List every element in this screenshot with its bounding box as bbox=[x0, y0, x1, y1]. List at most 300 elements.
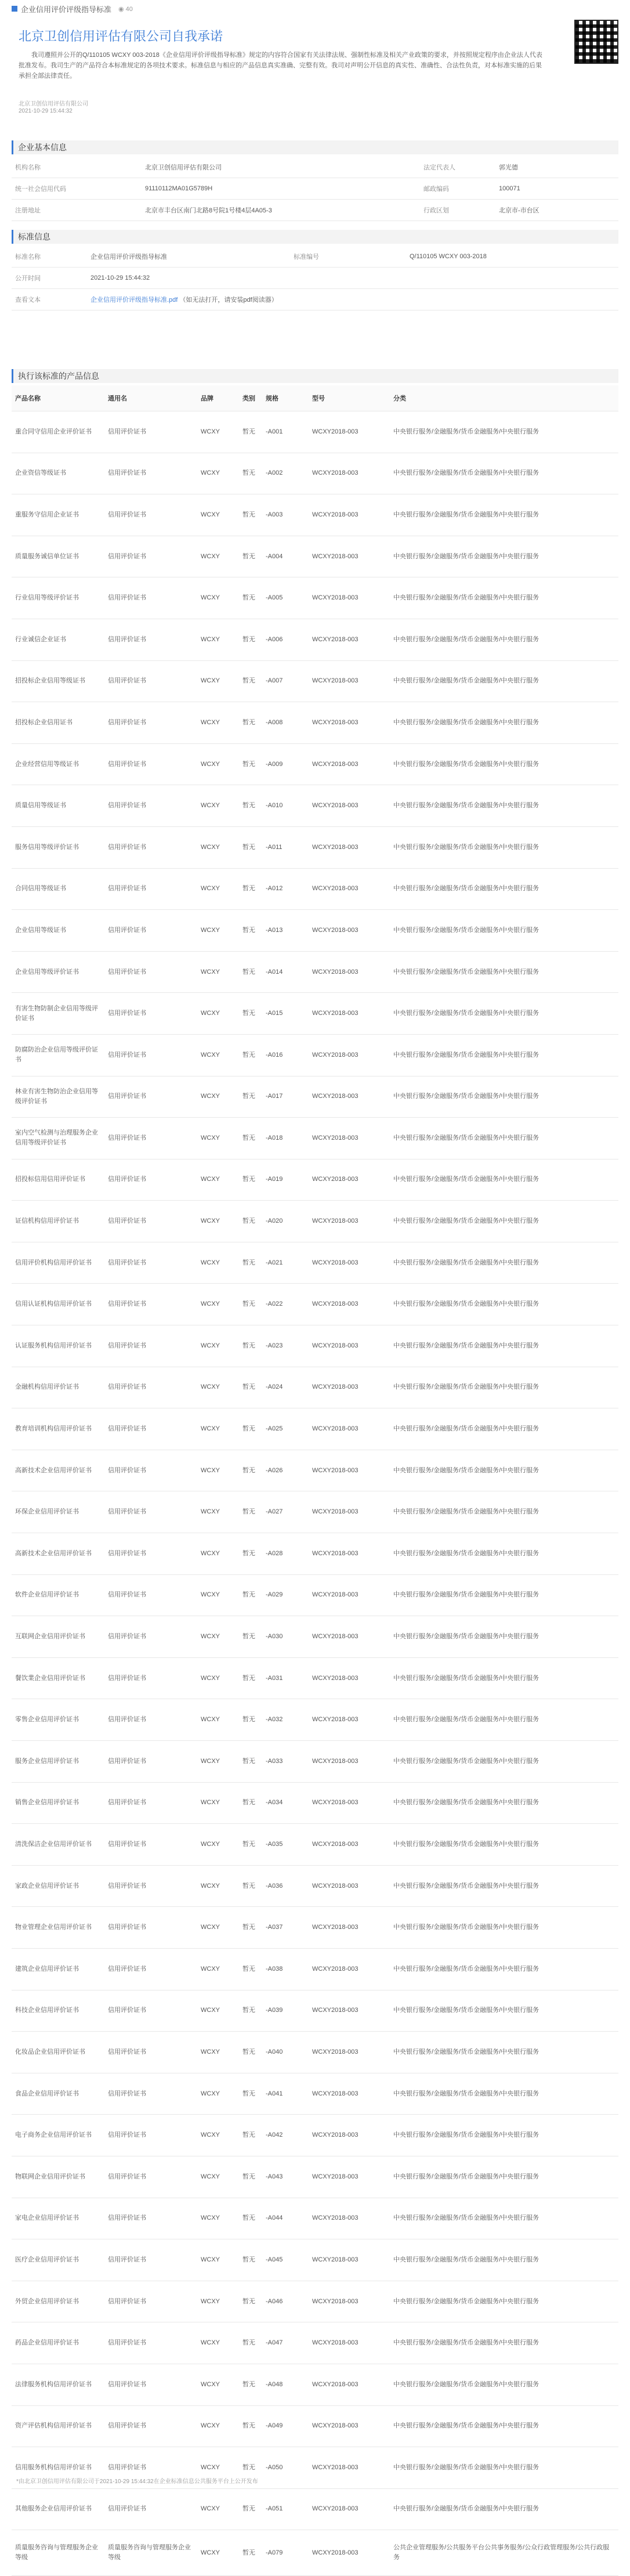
category: 暂无 bbox=[239, 1824, 262, 1866]
spec: -A022 bbox=[262, 1284, 309, 1325]
spec: -A025 bbox=[262, 1408, 309, 1450]
classification: 中央银行服务/金融服务/货币金融服务/中央银行服务 bbox=[390, 702, 618, 744]
generic-name: 信用评价证书 bbox=[104, 993, 197, 1035]
table-row bbox=[12, 910, 618, 952]
classification: 中央银行服务/金融服务/货币金融服务/中央银行服务 bbox=[390, 1242, 618, 1284]
brand: WCXY bbox=[197, 494, 239, 536]
table-row bbox=[12, 453, 618, 494]
model: WCXY2018-003 bbox=[309, 951, 390, 993]
spec: -A032 bbox=[262, 1699, 309, 1741]
spec: -A036 bbox=[262, 1865, 309, 1907]
model: WCXY2018-003 bbox=[309, 660, 390, 702]
table-row bbox=[12, 1657, 618, 1699]
products-table bbox=[12, 385, 618, 2576]
top-bar-title: 企业信用评价评级指导标准 bbox=[21, 5, 112, 14]
spec: -A039 bbox=[262, 1990, 309, 2032]
table-row bbox=[12, 289, 618, 310]
product-name: 其他服务企业信用评价证书 bbox=[12, 2488, 104, 2530]
category: 暂无 bbox=[239, 411, 262, 453]
table-row bbox=[12, 1201, 618, 1242]
label-address: 注册地址 bbox=[12, 200, 142, 221]
credit-code: 91110112MA01G5789H bbox=[142, 178, 420, 200]
brand: WCXY bbox=[197, 2488, 239, 2530]
product-name: 家电企业信用评价证书 bbox=[12, 2198, 104, 2239]
category: 暂无 bbox=[239, 1699, 262, 1741]
brand: WCXY bbox=[197, 2530, 239, 2576]
model: WCXY2018-003 bbox=[309, 1824, 390, 1866]
table-row bbox=[12, 157, 618, 178]
product-name: 林业有害生物防治企业信用等级评价证书 bbox=[12, 1076, 104, 1118]
product-name: 软件企业信用评价证书 bbox=[12, 1574, 104, 1616]
table-row bbox=[12, 2364, 618, 2405]
category: 暂无 bbox=[239, 826, 262, 868]
company-title: 北京卫创信用评估有限公司自我承诺 bbox=[19, 29, 223, 44]
product-name: 金融机构信用评价证书 bbox=[12, 1367, 104, 1408]
product-name: 室内空气检测与治理服务企业信用等级评价证书 bbox=[12, 1118, 104, 1159]
category: 暂无 bbox=[239, 1907, 262, 1949]
brand: WCXY bbox=[197, 2156, 239, 2198]
model: WCXY2018-003 bbox=[309, 1782, 390, 1824]
model: WCXY2018-003 bbox=[309, 702, 390, 744]
spec: -A017 bbox=[262, 1076, 309, 1118]
product-name: 服务信用等级评价证书 bbox=[12, 826, 104, 868]
classification: 中央银行服务/金融服务/货币金融服务/中央银行服务 bbox=[390, 785, 618, 827]
product-name: 科技企业信用评价证书 bbox=[12, 1990, 104, 2032]
label-org-name: 机构名称 bbox=[12, 157, 142, 178]
spec: -A034 bbox=[262, 1782, 309, 1824]
product-name: 服务企业信用评价证书 bbox=[12, 1741, 104, 1783]
brand: WCXY bbox=[197, 993, 239, 1035]
table-row bbox=[12, 2281, 618, 2322]
spec: -A030 bbox=[262, 1616, 309, 1658]
generic-name: 信用评价证书 bbox=[104, 2405, 197, 2447]
classification: 中央银行服务/金融服务/货币金融服务/中央银行服务 bbox=[390, 2239, 618, 2281]
table-row bbox=[12, 411, 618, 453]
generic-name: 信用评价证书 bbox=[104, 660, 197, 702]
spec: -A018 bbox=[262, 1118, 309, 1159]
classification: 中央银行服务/金融服务/货币金融服务/中央银行服务 bbox=[390, 2115, 618, 2156]
product-name: 高新技术企业信用评价证书 bbox=[12, 1450, 104, 1491]
generic-name: 信用评价证书 bbox=[104, 1865, 197, 1907]
model: WCXY2018-003 bbox=[309, 2198, 390, 2239]
model: WCXY2018-003 bbox=[309, 411, 390, 453]
classification: 中央银行服务/金融服务/货币金融服务/中央银行服务 bbox=[390, 1118, 618, 1159]
product-name: 食品企业信用评价证书 bbox=[12, 2073, 104, 2115]
brand: WCXY bbox=[197, 1616, 239, 1658]
brand: WCXY bbox=[197, 743, 239, 785]
generic-name: 信用评价证书 bbox=[104, 1948, 197, 1990]
model: WCXY2018-003 bbox=[309, 2156, 390, 2198]
classification: 中央银行服务/金融服务/货币金融服务/中央银行服务 bbox=[390, 1616, 618, 1658]
model: WCXY2018-003 bbox=[309, 1616, 390, 1658]
views-value: 40 bbox=[125, 5, 133, 13]
model: WCXY2018-003 bbox=[309, 1657, 390, 1699]
generic-name: 质量服务咨询与管理服务企业等级 bbox=[104, 2530, 197, 2576]
spec: -A016 bbox=[262, 1034, 309, 1076]
category: 暂无 bbox=[239, 2530, 262, 2576]
category: 暂无 bbox=[239, 1201, 262, 1242]
table-row bbox=[12, 826, 618, 868]
classification: 中央银行服务/金融服务/货币金融服务/中央银行服务 bbox=[390, 1990, 618, 2032]
brand: WCXY bbox=[197, 660, 239, 702]
generic-name: 信用评价证书 bbox=[104, 1118, 197, 1159]
model: WCXY2018-003 bbox=[309, 1034, 390, 1076]
category: 暂无 bbox=[239, 2405, 262, 2447]
spec: -A004 bbox=[262, 536, 309, 577]
category: 暂无 bbox=[239, 494, 262, 536]
brand: WCXY bbox=[197, 1990, 239, 2032]
classification: 中央银行服务/金融服务/货币金融服务/中央银行服务 bbox=[390, 1367, 618, 1408]
qr-code-icon bbox=[574, 20, 618, 64]
brand: WCXY bbox=[197, 2364, 239, 2405]
product-name: 企业经营信用等级证书 bbox=[12, 743, 104, 785]
model: WCXY2018-003 bbox=[309, 2239, 390, 2281]
product-name: 资产评估机构信用评价证书 bbox=[12, 2405, 104, 2447]
model: WCXY2018-003 bbox=[309, 868, 390, 910]
category: 暂无 bbox=[239, 1325, 262, 1367]
model: WCXY2018-003 bbox=[309, 1159, 390, 1201]
col-header-generic: 通用名 bbox=[104, 385, 197, 411]
classification: 中央银行服务/金融服务/货币金融服务/中央银行服务 bbox=[390, 2488, 618, 2530]
col-header-category: 类别 bbox=[239, 385, 262, 411]
classification: 中央银行服务/金融服务/货币金融服务/中央银行服务 bbox=[390, 2281, 618, 2322]
generic-name: 信用评价证书 bbox=[104, 1242, 197, 1284]
brand: WCXY bbox=[197, 2073, 239, 2115]
brand: WCXY bbox=[197, 453, 239, 494]
spec: -A002 bbox=[262, 453, 309, 494]
model: WCXY2018-003 bbox=[309, 1118, 390, 1159]
classification: 中央银行服务/金融服务/货币金融服务/中央银行服务 bbox=[390, 1201, 618, 1242]
product-name: 环保企业信用评价证书 bbox=[12, 1491, 104, 1533]
classification: 中央银行服务/金融服务/货币金融服务/中央银行服务 bbox=[390, 1284, 618, 1325]
classification: 中央银行服务/金融服务/货币金融服务/中央银行服务 bbox=[390, 1159, 618, 1201]
generic-name: 信用评价证书 bbox=[104, 1076, 197, 1118]
signed-date: 2021-10-29 15:44:32 bbox=[19, 108, 73, 114]
classification: 中央银行服务/金融服务/货币金融服务/中央银行服务 bbox=[390, 2322, 618, 2364]
product-name: 证信机构信用评价证书 bbox=[12, 1201, 104, 1242]
table-row bbox=[12, 1491, 618, 1533]
label-region: 行政区划 bbox=[420, 200, 495, 221]
table-row bbox=[12, 1118, 618, 1159]
classification: 中央银行服务/金融服务/货币金融服务/中央银行服务 bbox=[390, 993, 618, 1035]
product-name: 药品企业信用评价证书 bbox=[12, 2322, 104, 2364]
classification: 中央银行服务/金融服务/货币金融服务/中央银行服务 bbox=[390, 2198, 618, 2239]
zip-code: 100071 bbox=[495, 178, 618, 200]
product-name: 有害生物防制企业信用等级评价证书 bbox=[12, 993, 104, 1035]
spec: -A023 bbox=[262, 1325, 309, 1367]
table-row bbox=[12, 868, 618, 910]
product-name: 企业资信等级证书 bbox=[12, 453, 104, 494]
generic-name: 信用评价证书 bbox=[104, 826, 197, 868]
brand: WCXY bbox=[197, 411, 239, 453]
generic-name: 信用评价证书 bbox=[104, 1574, 197, 1616]
product-name: 清洗保洁企业信用评价证书 bbox=[12, 1824, 104, 1866]
spec: -A015 bbox=[262, 993, 309, 1035]
table-row bbox=[12, 743, 618, 785]
spec: -A051 bbox=[262, 2488, 309, 2530]
category: 暂无 bbox=[239, 1616, 262, 1658]
table-row bbox=[12, 2322, 618, 2364]
publish-date: 2021-10-29 15:44:32 bbox=[87, 268, 290, 289]
model: WCXY2018-003 bbox=[309, 1990, 390, 2032]
generic-name: 信用评价证书 bbox=[104, 2488, 197, 2530]
generic-name: 信用评价证书 bbox=[104, 1907, 197, 1949]
brand: WCXY bbox=[197, 2281, 239, 2322]
document-icon bbox=[12, 6, 17, 12]
col-header-brand: 品牌 bbox=[197, 385, 239, 411]
classification: 中央银行服务/金融服务/货币金融服务/中央银行服务 bbox=[390, 1574, 618, 1616]
spec: -A021 bbox=[262, 1242, 309, 1284]
spec: -A040 bbox=[262, 2032, 309, 2073]
classification: 中央银行服务/金融服务/货币金融服务/中央银行服务 bbox=[390, 2405, 618, 2447]
model: WCXY2018-003 bbox=[309, 2115, 390, 2156]
product-name: 零售企业信用评价证书 bbox=[12, 1699, 104, 1741]
standard-no: Q/110105 WCXY 003-2018 bbox=[406, 246, 618, 268]
product-name: 销售企业信用评价证书 bbox=[12, 1782, 104, 1824]
classification: 中央银行服务/金融服务/货币金融服务/中央银行服务 bbox=[390, 1824, 618, 1866]
category: 暂无 bbox=[239, 2156, 262, 2198]
product-name: 物业管理企业信用评价证书 bbox=[12, 1907, 104, 1949]
classification: 中央银行服务/金融服务/货币金融服务/中央银行服务 bbox=[390, 1782, 618, 1824]
category: 暂无 bbox=[239, 868, 262, 910]
spec: -A013 bbox=[262, 910, 309, 952]
category: 暂无 bbox=[239, 1034, 262, 1076]
model: WCXY2018-003 bbox=[309, 2032, 390, 2073]
table-row bbox=[12, 178, 618, 200]
product-name: 高新技术企业信用评价证书 bbox=[12, 1533, 104, 1575]
commitment-text: 我司遵照并公开的Q/110105 WCXY 003-2018《企业信用评价评级指导标准》规定的内容符合国家有关法律法规、强制性标准及相关产业政策的要求，并按照规定程序由企业法人代表批准发布。我司生产的产品符合本标准规定的各项技术要求。标准信息与相应的产品信息真实准确、完整有效。我司对声明公开信息的真实性、准确性、合法性负责，对本标准实施的后果承担全部法律责任。 bbox=[19, 52, 542, 80]
table-row bbox=[12, 1450, 618, 1491]
category: 暂无 bbox=[239, 1865, 262, 1907]
table-row bbox=[12, 577, 618, 619]
product-name: 防腐防治企业信用等级评价证书 bbox=[12, 1034, 104, 1076]
brand: WCXY bbox=[197, 1948, 239, 1990]
product-name: 法律服务机构信用评价证书 bbox=[12, 2364, 104, 2405]
spec: -A046 bbox=[262, 2281, 309, 2322]
generic-name: 信用评价证书 bbox=[104, 2198, 197, 2239]
brand: WCXY bbox=[197, 2115, 239, 2156]
table-row bbox=[12, 1616, 618, 1658]
views-count: ◉ 40 bbox=[118, 5, 133, 13]
generic-name: 信用评价证书 bbox=[104, 1325, 197, 1367]
generic-name: 信用评价证书 bbox=[104, 1201, 197, 1242]
spec: -A079 bbox=[262, 2530, 309, 2576]
category: 暂无 bbox=[239, 1741, 262, 1783]
category: 暂无 bbox=[239, 2073, 262, 2115]
brand: WCXY bbox=[197, 1865, 239, 1907]
classification: 公共企业管理服务/公共服务平台公共事务服务/公众行政管理服务/公共行政服务 bbox=[390, 2530, 618, 2576]
signer-name: 北京卫创信用评估有限公司 bbox=[19, 101, 88, 107]
generic-name: 信用评价证书 bbox=[104, 2115, 197, 2156]
spec: -A037 bbox=[262, 1907, 309, 1949]
label-standard-name: 标准名称 bbox=[12, 246, 87, 268]
model: WCXY2018-003 bbox=[309, 993, 390, 1035]
spec: -A033 bbox=[262, 1741, 309, 1783]
classification: 中央银行服务/金融服务/货币金融服务/中央银行服务 bbox=[390, 1907, 618, 1949]
col-header-name: 产品名称 bbox=[12, 385, 104, 411]
classification: 中央银行服务/金融服务/货币金融服务/中央银行服务 bbox=[390, 411, 618, 453]
table-row bbox=[12, 2239, 618, 2281]
generic-name: 信用评价证书 bbox=[104, 1990, 197, 2032]
label-credit-code: 统一社会信用代码 bbox=[12, 178, 142, 200]
brand: WCXY bbox=[197, 1657, 239, 1699]
classification: 中央银行服务/金融服务/货币金融服务/中央银行服务 bbox=[390, 951, 618, 993]
brand: WCXY bbox=[197, 2322, 239, 2364]
table-row bbox=[12, 1325, 618, 1367]
generic-name: 信用评价证书 bbox=[104, 494, 197, 536]
brand: WCXY bbox=[197, 868, 239, 910]
label-view-text: 查看文本 bbox=[12, 289, 87, 310]
spec: -A006 bbox=[262, 619, 309, 660]
brand: WCXY bbox=[197, 1782, 239, 1824]
spec: -A045 bbox=[262, 2239, 309, 2281]
generic-name: 信用评价证书 bbox=[104, 2447, 197, 2489]
brand: WCXY bbox=[197, 1450, 239, 1491]
category: 暂无 bbox=[239, 2198, 262, 2239]
brand: WCXY bbox=[197, 702, 239, 744]
category: 暂无 bbox=[239, 993, 262, 1035]
product-name: 企业信用等级证书 bbox=[12, 910, 104, 952]
model: WCXY2018-003 bbox=[309, 910, 390, 952]
category: 暂无 bbox=[239, 1408, 262, 1450]
brand: WCXY bbox=[197, 1699, 239, 1741]
generic-name: 信用评价证书 bbox=[104, 2364, 197, 2405]
brand: WCXY bbox=[197, 1242, 239, 1284]
classification: 中央银行服务/金融服务/货币金融服务/中央银行服务 bbox=[390, 1491, 618, 1533]
table-header-row bbox=[12, 385, 618, 411]
generic-name: 信用评价证书 bbox=[104, 951, 197, 993]
spec: -A026 bbox=[262, 1450, 309, 1491]
category: 暂无 bbox=[239, 910, 262, 952]
category: 暂无 bbox=[239, 2322, 262, 2364]
product-name: 互联网企业信用评价证书 bbox=[12, 1616, 104, 1658]
generic-name: 信用评价证书 bbox=[104, 411, 197, 453]
label-legal-rep: 法定代表人 bbox=[420, 157, 495, 178]
spec: -A020 bbox=[262, 1201, 309, 1242]
classification: 中央银行服务/金融服务/货币金融服务/中央银行服务 bbox=[390, 494, 618, 536]
classification: 中央银行服务/金融服务/货币金融服务/中央银行服务 bbox=[390, 660, 618, 702]
top-bar bbox=[0, 0, 630, 17]
spec: -A049 bbox=[262, 2405, 309, 2447]
category: 暂无 bbox=[239, 660, 262, 702]
generic-name: 信用评价证书 bbox=[104, 1159, 197, 1201]
brand: WCXY bbox=[197, 1118, 239, 1159]
generic-name: 信用评价证书 bbox=[104, 1533, 197, 1575]
generic-name: 信用评价证书 bbox=[104, 577, 197, 619]
category: 暂无 bbox=[239, 1574, 262, 1616]
product-name: 建筑企业信用评价证书 bbox=[12, 1948, 104, 1990]
model: WCXY2018-003 bbox=[309, 1865, 390, 1907]
generic-name: 信用评价证书 bbox=[104, 910, 197, 952]
table-row bbox=[12, 2198, 618, 2239]
classification: 中央银行服务/金融服务/货币金融服务/中央银行服务 bbox=[390, 868, 618, 910]
classification: 中央银行服务/金融服务/货币金融服务/中央银行服务 bbox=[390, 1948, 618, 1990]
model: WCXY2018-003 bbox=[309, 1741, 390, 1783]
category: 暂无 bbox=[239, 743, 262, 785]
product-name: 外贸企业信用评价证书 bbox=[12, 2281, 104, 2322]
brand: WCXY bbox=[197, 785, 239, 827]
table-row bbox=[12, 785, 618, 827]
section-standard-info: 标准信息 bbox=[12, 230, 618, 244]
model: WCXY2018-003 bbox=[309, 1450, 390, 1491]
category: 暂无 bbox=[239, 1367, 262, 1408]
classification: 中央银行服务/金融服务/货币金融服务/中央银行服务 bbox=[390, 1865, 618, 1907]
table-row bbox=[12, 246, 618, 268]
classification: 中央银行服务/金融服务/货币金融服务/中央银行服务 bbox=[390, 1450, 618, 1491]
classification: 中央银行服务/金融服务/货币金融服务/中央银行服务 bbox=[390, 1076, 618, 1118]
standard-pdf-link[interactable]: 企业信用评价评级指导标准.pdf bbox=[90, 297, 178, 304]
spec: -A047 bbox=[262, 2322, 309, 2364]
model: WCXY2018-003 bbox=[309, 1574, 390, 1616]
product-name: 信用认证机构信用评价证书 bbox=[12, 1284, 104, 1325]
table-row bbox=[12, 1741, 618, 1783]
label-publish-date: 公开时间 bbox=[12, 268, 87, 289]
classification: 中央银行服务/金融服务/货币金融服务/中央银行服务 bbox=[390, 2156, 618, 2198]
table-row bbox=[12, 2405, 618, 2447]
brand: WCXY bbox=[197, 2198, 239, 2239]
model: WCXY2018-003 bbox=[309, 2322, 390, 2364]
model: WCXY2018-003 bbox=[309, 2447, 390, 2489]
spec: -A031 bbox=[262, 1657, 309, 1699]
brand: WCXY bbox=[197, 577, 239, 619]
model: WCXY2018-003 bbox=[309, 826, 390, 868]
category: 暂无 bbox=[239, 2239, 262, 2281]
product-name: 教育培训机构信用评价证书 bbox=[12, 1408, 104, 1450]
table-row bbox=[12, 951, 618, 993]
table-row bbox=[12, 1574, 618, 1616]
table-row bbox=[12, 1865, 618, 1907]
model: WCXY2018-003 bbox=[309, 1201, 390, 1242]
spec: -A028 bbox=[262, 1533, 309, 1575]
brand: WCXY bbox=[197, 2405, 239, 2447]
product-name: 招投标企业信用等级证书 bbox=[12, 660, 104, 702]
brand: WCXY bbox=[197, 2447, 239, 2489]
brand: WCXY bbox=[197, 1741, 239, 1783]
brand: WCXY bbox=[197, 619, 239, 660]
generic-name: 信用评价证书 bbox=[104, 702, 197, 744]
brand: WCXY bbox=[197, 1159, 239, 1201]
generic-name: 信用评价证书 bbox=[104, 1657, 197, 1699]
generic-name: 信用评价证书 bbox=[104, 2322, 197, 2364]
generic-name: 信用评价证书 bbox=[104, 1450, 197, 1491]
section-basic-info: 企业基本信息 bbox=[12, 140, 618, 154]
product-name: 信用评价机构信用评价证书 bbox=[12, 1242, 104, 1284]
category: 暂无 bbox=[239, 619, 262, 660]
classification: 中央银行服务/金融服务/货币金融服务/中央银行服务 bbox=[390, 743, 618, 785]
model: WCXY2018-003 bbox=[309, 2281, 390, 2322]
basic-info-table bbox=[12, 157, 618, 221]
generic-name: 信用评价证书 bbox=[104, 1699, 197, 1741]
standard-name: 企业信用评价评级指导标准 bbox=[87, 246, 290, 268]
generic-name: 信用评价证书 bbox=[104, 1616, 197, 1658]
generic-name: 信用评价证书 bbox=[104, 2156, 197, 2198]
model: WCXY2018-003 bbox=[309, 1325, 390, 1367]
classification: 中央银行服务/金融服务/货币金融服务/中央银行服务 bbox=[390, 1657, 618, 1699]
brand: WCXY bbox=[197, 826, 239, 868]
table-row bbox=[12, 2156, 618, 2198]
model: WCXY2018-003 bbox=[309, 743, 390, 785]
classification: 中央银行服务/金融服务/货币金融服务/中央银行服务 bbox=[390, 1034, 618, 1076]
generic-name: 信用评价证书 bbox=[104, 453, 197, 494]
model: WCXY2018-003 bbox=[309, 2073, 390, 2115]
spec: -A048 bbox=[262, 2364, 309, 2405]
model: WCXY2018-003 bbox=[309, 494, 390, 536]
table-row bbox=[12, 1782, 618, 1824]
classification: 中央银行服务/金融服务/货币金融服务/中央银行服务 bbox=[390, 826, 618, 868]
category: 暂无 bbox=[239, 453, 262, 494]
spec: -A001 bbox=[262, 411, 309, 453]
classification: 中央银行服务/金融服务/货币金融服务/中央银行服务 bbox=[390, 910, 618, 952]
